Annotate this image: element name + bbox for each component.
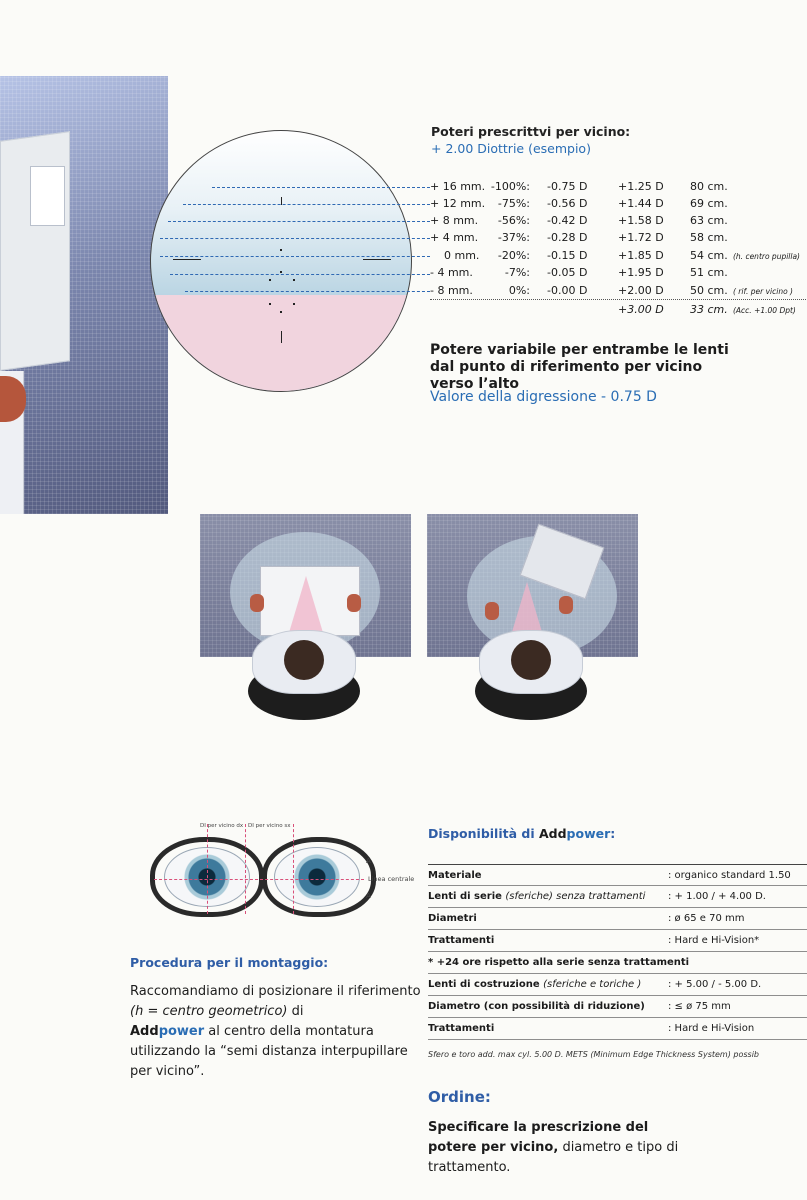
fit-dot bbox=[280, 249, 282, 251]
availability-row: Diametro (con possibilità di riduzione) : ≤ ø 75 mm bbox=[428, 996, 807, 1018]
near-zone bbox=[151, 295, 411, 392]
guide-line bbox=[212, 187, 430, 188]
eye-right bbox=[274, 847, 360, 907]
table-divider bbox=[430, 299, 807, 300]
office-photo-left bbox=[0, 76, 168, 514]
a-bottom-label: A bbox=[366, 892, 371, 900]
document-card bbox=[30, 166, 65, 226]
hand bbox=[347, 594, 361, 612]
order-body: Specificare la prescrizione del potere per vicino, diametro e tipo di trattamento. bbox=[428, 1120, 679, 1175]
power-row: + 12 mm. -75%: -0.56 D +1.44 D 69 cm. bbox=[430, 197, 728, 210]
power-row: - 4 mm. -7%: -0.05 D +1.95 D 51 cm. bbox=[430, 266, 728, 279]
horizontal-line bbox=[154, 879, 364, 880]
guide-line bbox=[170, 274, 430, 275]
fitting-eye-diagram bbox=[140, 812, 415, 922]
center-line-label: Linea centrale bbox=[368, 875, 415, 883]
hand bbox=[485, 602, 499, 620]
power-subtitle: + 2.00 Diottrie (esempio) bbox=[431, 141, 591, 156]
guide-line bbox=[168, 221, 430, 222]
digression-value: Valore della digressione - 0.75 D bbox=[430, 389, 657, 405]
progressive-lens-diagram bbox=[150, 130, 412, 392]
availability-row: Trattamenti : Hard e Hi-Vision bbox=[428, 1018, 807, 1040]
guide-line bbox=[183, 204, 430, 205]
power-row: 0 mm. -20%: -0.15 D +1.85 D 54 cm. (h. centro pupilla) bbox=[444, 249, 800, 262]
pupil-line bbox=[207, 824, 208, 914]
power-title: Poteri prescrittvi per vicino: bbox=[431, 124, 631, 139]
hand bbox=[559, 596, 573, 614]
fit-dot bbox=[280, 311, 282, 313]
fit-dot bbox=[269, 303, 271, 305]
footnote: Sfero e toro add. max cyl. 5.00 D. METS (Minimum Edge Thickness System) possib bbox=[428, 1050, 759, 1059]
pupil-line bbox=[293, 824, 294, 914]
hand bbox=[250, 594, 264, 612]
head bbox=[284, 640, 324, 680]
power-row: - 8 mm. 0%: -0.00 D +2.00 D 50 cm. ( rif. per vicino ) bbox=[430, 284, 793, 297]
mark-bottom bbox=[281, 331, 282, 343]
availability-row: Lenti di serie (sferiche) senza trattamenti : + 1.00 / + 4.00 D. bbox=[428, 886, 807, 908]
mark-left bbox=[173, 259, 201, 260]
fit-dot bbox=[280, 271, 282, 273]
availability-row: Trattamenti : Hard e Hi-Vision* bbox=[428, 930, 807, 952]
guide-line bbox=[185, 291, 430, 292]
person-top-view bbox=[240, 630, 368, 720]
fit-dot bbox=[293, 279, 295, 281]
variable-power-text: Potere variabile per entrambe le lenti dal punto di riferimento per vicino verso l’alto bbox=[430, 342, 729, 392]
accommodation-row: +3.00 D 33 cm. (Acc. +1.00 Dpt) bbox=[618, 303, 796, 316]
availability-row: Diametri : ø 65 e 70 mm bbox=[428, 908, 807, 930]
availability-row: * +24 ore rispetto alla serie senza trattamenti bbox=[428, 952, 807, 974]
guide-line bbox=[160, 238, 430, 239]
availability-title: Disponibilità di Addpower: bbox=[428, 826, 616, 841]
gaze-beam bbox=[288, 576, 324, 636]
power-row: + 4 mm. -37%: -0.28 D +1.72 D 58 cm. bbox=[430, 231, 728, 244]
power-row: + 16 mm. -100%: -0.75 D +1.25 D 80 cm. bbox=[430, 180, 728, 193]
guide-line bbox=[160, 256, 430, 257]
availability-row: Lenti di costruzione (sferiche e toriche ) : + 5.00 / - 5.00 D. bbox=[428, 974, 807, 996]
center-line bbox=[245, 824, 246, 914]
order-title: Ordine: bbox=[428, 1088, 491, 1106]
fit-dot bbox=[269, 279, 271, 281]
sx-label: DI per vicino sx bbox=[248, 823, 291, 829]
procedure-title: Procedura per il montaggio: bbox=[130, 955, 329, 970]
dx-label: DI per vicino dx bbox=[200, 823, 244, 829]
fit-dot bbox=[293, 303, 295, 305]
person-top-view bbox=[467, 630, 595, 720]
availability-row: Materiale : organico standard 1.50 bbox=[428, 864, 807, 886]
a-top-label: A bbox=[366, 857, 371, 865]
power-row: + 8 mm. -56%: -0.42 D +1.58 D 63 cm. bbox=[430, 214, 728, 227]
mark-right bbox=[363, 259, 391, 260]
procedure-body: Raccomandiamo di posizionare il riferimento (h = centro geometrico) di Addpower al centro della montatura utilizzando la “semi distanza interpupillare per vicino”. bbox=[130, 984, 421, 1079]
head bbox=[511, 640, 551, 680]
